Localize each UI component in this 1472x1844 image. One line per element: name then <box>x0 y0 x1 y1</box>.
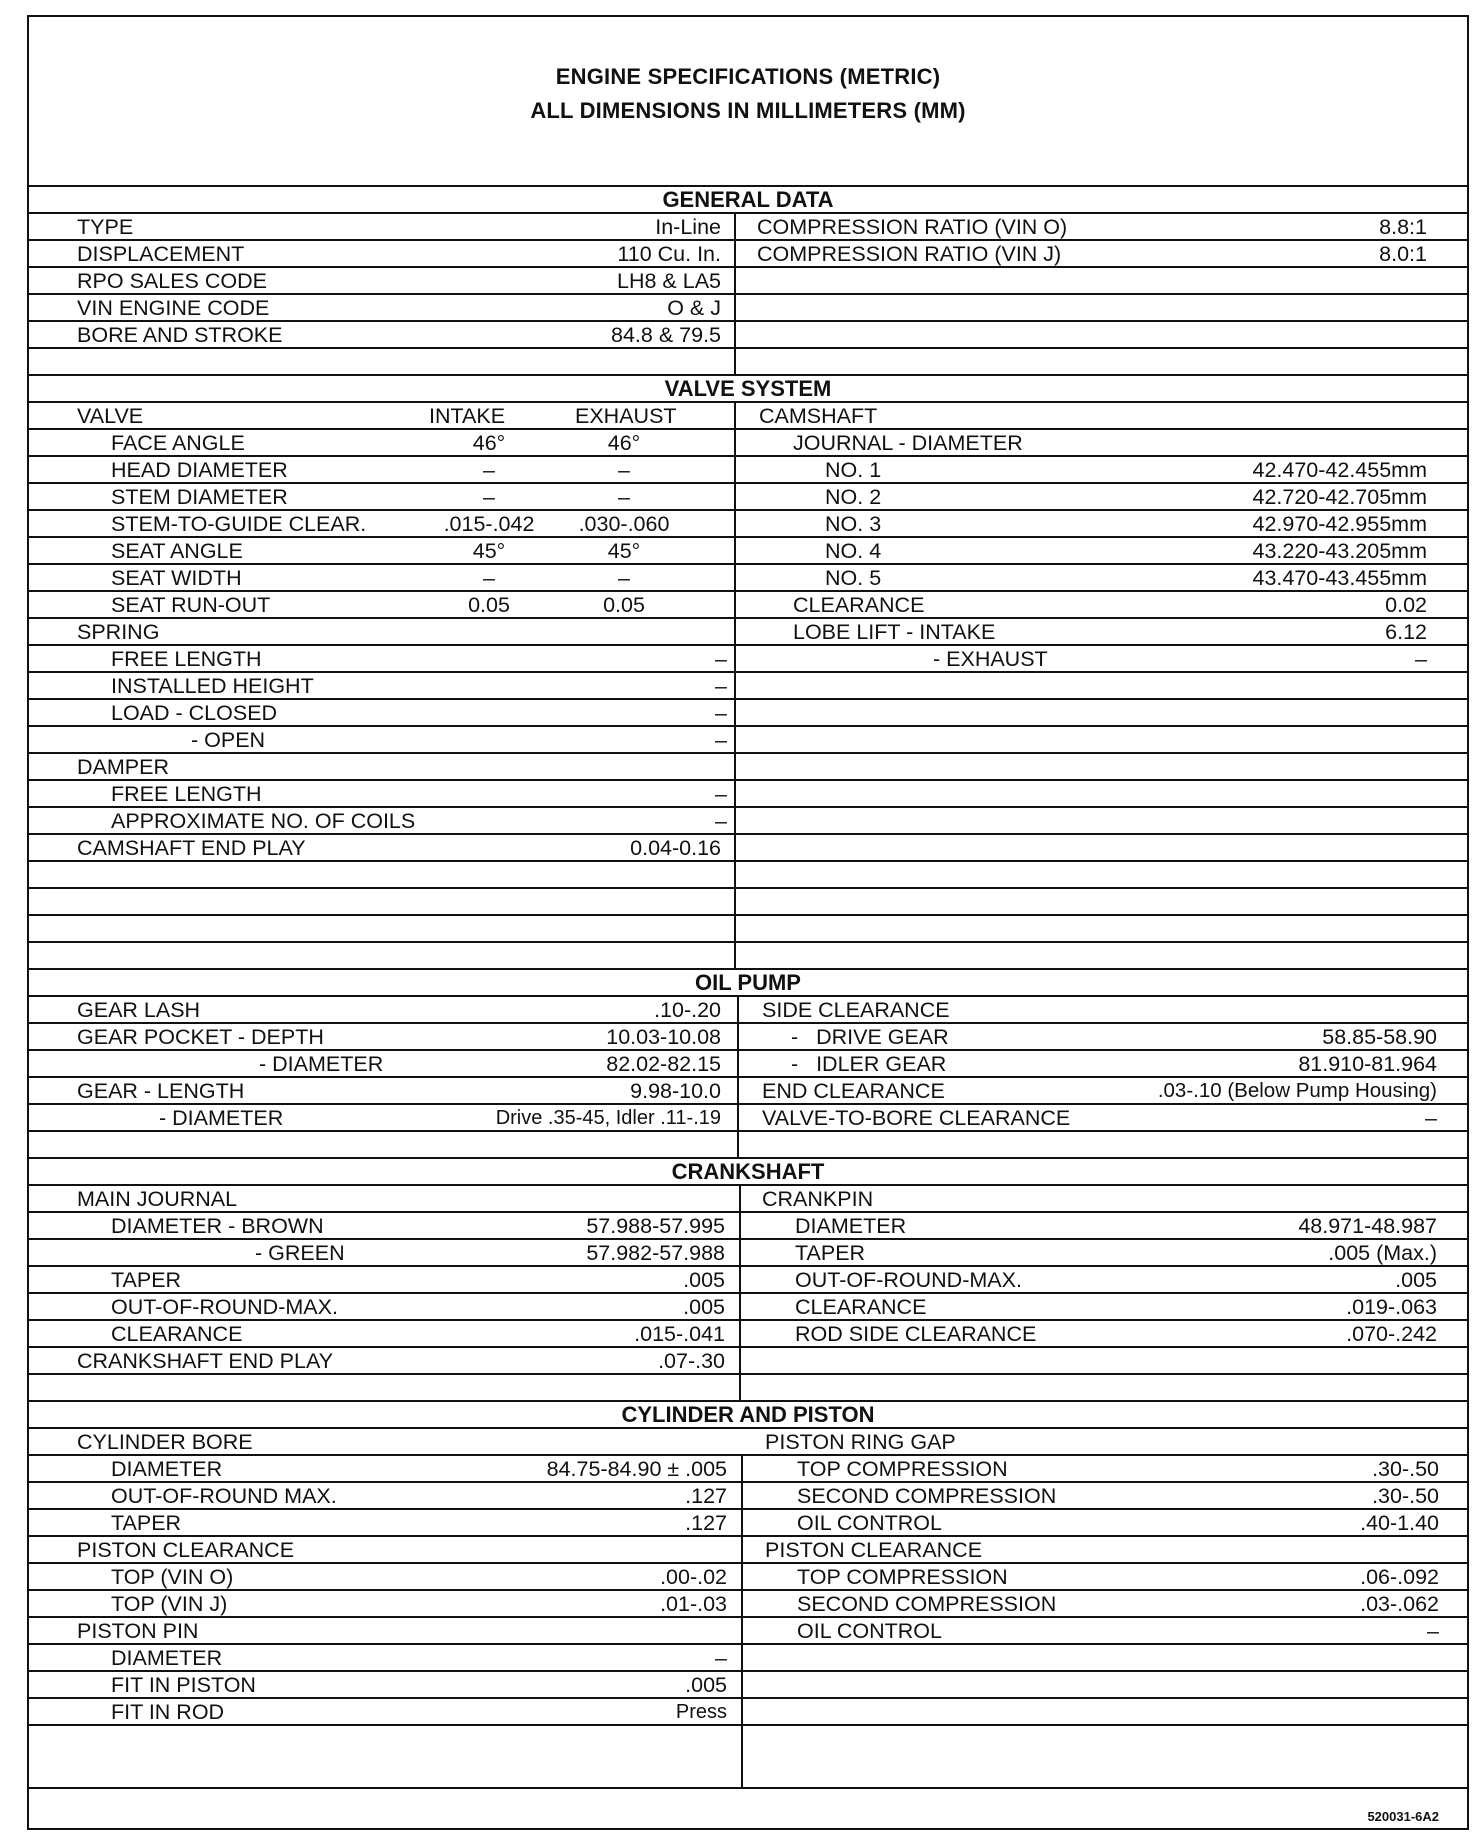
cyl-bore-label: CYLINDER BORE <box>77 1430 253 1454</box>
crank-diameter-brown-value: 57.988-57.995 <box>586 1214 725 1238</box>
crankpin-taper-value: .005 (Max.) <box>1328 1241 1437 1265</box>
cyl-diameter-label: DIAMETER <box>111 1457 223 1481</box>
general-displacement-label: DISPLACEMENT <box>77 242 245 266</box>
journal-no1-label: NO. 1 <box>825 458 882 482</box>
general-rpo-value: LH8 & LA5 <box>617 269 721 293</box>
valve-stem-diameter-label: STEM DIAMETER <box>111 485 288 509</box>
oil-gear-length-value: 9.98-10.0 <box>630 1079 721 1103</box>
crank-clearance-value: .015-.041 <box>634 1322 725 1346</box>
oil-gear-diameter-value: Drive .35-45, Idler .11-.19 <box>495 1107 721 1129</box>
crankpin-oor-value: .005 <box>1395 1268 1437 1292</box>
valve-head-diameter-intake: – <box>483 458 495 482</box>
valve-intake-header: INTAKE <box>429 404 506 428</box>
section-general-data: GENERAL DATA <box>662 187 834 212</box>
ring-oil-control-value: .40-1.40 <box>1360 1511 1439 1535</box>
valve-stem-guide-label: STEM-TO-GUIDE CLEAR. <box>111 512 367 536</box>
crankpin-label: CRANKPIN <box>762 1187 874 1211</box>
camshaft-end-play-value: 0.04-0.16 <box>630 836 721 860</box>
spring-free-length-value: – <box>715 647 727 671</box>
camshaft-end-play-label: CAMSHAFT END PLAY <box>77 836 306 860</box>
lobe-lift-exhaust-value: – <box>1415 647 1427 671</box>
oil-idler-gear-label: - IDLER GEAR <box>791 1052 947 1076</box>
piston-clearance-2-label: PISTON CLEARANCE <box>765 1538 983 1562</box>
valve-stem-diameter-exhaust: – <box>618 485 630 509</box>
general-cr-o-value: 8.8:1 <box>1379 215 1427 239</box>
oil-vtb-clearance-value: – <box>1425 1106 1437 1130</box>
column-divider <box>741 1454 743 1787</box>
damper-coils-value: – <box>715 809 727 833</box>
spring-load-closed-label: LOAD - CLOSED <box>111 701 278 725</box>
camshaft-clearance-value: 0.02 <box>1385 593 1427 617</box>
rule <box>29 1643 1467 1645</box>
crank-end-play-label: CRANKSHAFT END PLAY <box>77 1349 334 1373</box>
general-bore-label: BORE AND STROKE <box>77 323 283 347</box>
piston-pin-diameter-value: – <box>715 1646 727 1670</box>
piston-top-vin-o-value: .00-.02 <box>660 1565 727 1589</box>
valve-face-angle-label: FACE ANGLE <box>111 431 245 455</box>
crank-main-journal-label: MAIN JOURNAL <box>77 1187 238 1211</box>
valve-head-diameter-label: HEAD DIAMETER <box>111 458 288 482</box>
journal-no4-value: 43.220-43.205mm <box>1252 539 1427 563</box>
journal-no2-value: 42.720-42.705mm <box>1252 485 1427 509</box>
rule <box>29 1616 1467 1618</box>
piston-pin-diameter-label: DIAMETER <box>111 1646 223 1670</box>
valve-seat-width-exhaust: – <box>618 566 630 590</box>
ring-oil-control-label: OIL CONTROL <box>797 1511 942 1535</box>
valve-seat-angle-intake: 45° <box>472 539 506 563</box>
oil-pocket-depth-label: GEAR POCKET - DEPTH <box>77 1025 324 1049</box>
spring-installed-height-value: – <box>715 674 727 698</box>
crank-taper-value: .005 <box>683 1268 725 1292</box>
rule <box>29 887 1467 889</box>
oil-end-clearance-label: END CLEARANCE <box>762 1079 945 1103</box>
general-type-value: In-Line <box>655 215 721 239</box>
journal-no1-value: 42.470-42.455mm <box>1252 458 1427 482</box>
title-line-2: ALL DIMENSIONS IN MILLIMETERS (MM) <box>530 98 966 123</box>
oil-drive-gear-label: - DRIVE GEAR <box>791 1025 949 1049</box>
column-divider <box>734 401 736 968</box>
valve-stem-diameter-intake: – <box>483 485 495 509</box>
ring-top-compression-value: .30-.50 <box>1372 1457 1439 1481</box>
damper-free-length-value: – <box>715 782 727 806</box>
cyl-diameter-value: 84.75-84.90 ± .005 <box>546 1457 727 1481</box>
general-cr-o-label: COMPRESSION RATIO (VIN O) <box>757 215 1068 239</box>
general-rpo-label: RPO SALES CODE <box>77 269 267 293</box>
valve-seat-angle-label: SEAT ANGLE <box>111 539 243 563</box>
damper-coils-label: APPROXIMATE NO. OF COILS <box>111 809 416 833</box>
cyl-oor-value: .127 <box>685 1484 727 1508</box>
fit-in-rod-value: Press <box>675 1701 727 1723</box>
oil-gear-length-label: GEAR - LENGTH <box>77 1079 245 1103</box>
oil-idler-gear-value: 81.910-81.964 <box>1298 1052 1437 1076</box>
crank-clearance-label: CLEARANCE <box>111 1322 243 1346</box>
oil-gear-lash-label: GEAR LASH <box>77 998 201 1022</box>
crank-diameter-green-label: - GREEN <box>255 1241 345 1265</box>
oil-vtb-clearance-label: VALVE-TO-BORE CLEARANCE <box>762 1106 1071 1130</box>
section-oil-pump: OIL PUMP <box>695 970 801 995</box>
section-valve-system: VALVE SYSTEM <box>664 376 832 401</box>
oil-drive-gear-value: 58.85-58.90 <box>1322 1025 1437 1049</box>
damper-free-length-label: FREE LENGTH <box>111 782 262 806</box>
rule <box>29 941 1467 943</box>
lobe-lift-intake-label: LOBE LIFT - INTAKE <box>793 620 996 644</box>
section-cylinder-piston: CYLINDER AND PISTON <box>621 1402 875 1427</box>
valve-header: VALVE <box>77 404 144 428</box>
crankpin-clearance-label: CLEARANCE <box>795 1295 927 1319</box>
journal-no5-label: NO. 5 <box>825 566 882 590</box>
oil-pocket-depth-value: 10.03-10.08 <box>606 1025 721 1049</box>
crank-diameter-green-value: 57.982-57.988 <box>586 1241 725 1265</box>
rule <box>29 1589 1467 1591</box>
fit-in-piston-label: FIT IN PISTON <box>111 1673 256 1697</box>
spring-load-open-label: - OPEN <box>191 728 266 752</box>
rule <box>29 563 1467 565</box>
valve-seat-angle-exhaust: 45° <box>607 539 641 563</box>
general-cr-j-value: 8.0:1 <box>1379 242 1427 266</box>
crankpin-diameter-label: DIAMETER <box>795 1214 907 1238</box>
lobe-lift-intake-value: 6.12 <box>1385 620 1427 644</box>
valve-seat-width-label: SEAT WIDTH <box>111 566 242 590</box>
crankpin-oor-label: OUT-OF-ROUND-MAX. <box>795 1268 1022 1292</box>
valve-head-diameter-exhaust: – <box>618 458 630 482</box>
cyl-oor-label: OUT-OF-ROUND MAX. <box>111 1484 337 1508</box>
general-displacement-value: 110 Cu. In. <box>617 242 721 266</box>
pc-oil-control-value: – <box>1427 1619 1439 1643</box>
camshaft-label: CAMSHAFT <box>759 404 878 428</box>
spring-installed-height-label: INSTALLED HEIGHT <box>111 674 314 698</box>
camshaft-clearance-label: CLEARANCE <box>793 593 925 617</box>
fit-in-rod-label: FIT IN ROD <box>111 1700 225 1724</box>
crank-end-play-value: .07-.30 <box>658 1349 725 1373</box>
journal-diameter-label: JOURNAL - DIAMETER <box>793 431 1023 455</box>
crankpin-clearance-value: .019-.063 <box>1346 1295 1437 1319</box>
pc-second-compression-label: SECOND COMPRESSION <box>797 1592 1057 1616</box>
damper-label: DAMPER <box>77 755 169 779</box>
column-divider <box>739 1184 741 1400</box>
rule <box>29 1724 1467 1726</box>
title-line-1: ENGINE SPECIFICATIONS (METRIC) <box>555 64 941 89</box>
valve-seat-runout-exhaust: 0.05 <box>603 593 645 617</box>
rod-side-clearance-label: ROD SIDE CLEARANCE <box>795 1322 1037 1346</box>
oil-gear-lash-value: .10-.20 <box>654 998 721 1022</box>
piston-clearance-label: PISTON CLEARANCE <box>77 1538 295 1562</box>
spring-free-length-label: FREE LENGTH <box>111 647 262 671</box>
piston-ring-gap-label: PISTON RING GAP <box>765 1430 956 1454</box>
oil-pocket-diameter-label: - DIAMETER <box>259 1052 384 1076</box>
section-crankshaft: CRANKSHAFT <box>671 1159 825 1184</box>
piston-top-vin-j-value: .01-.03 <box>660 1592 727 1616</box>
spring-load-open-value: – <box>715 728 727 752</box>
valve-stem-guide-intake: .015-.042 <box>443 512 535 536</box>
pc-oil-control-label: OIL CONTROL <box>797 1619 942 1643</box>
valve-stem-guide-exhaust: .030-.060 <box>578 512 670 536</box>
ring-second-compression-label: SECOND COMPRESSION <box>797 1484 1057 1508</box>
journal-no5-value: 43.470-43.455mm <box>1252 566 1427 590</box>
journal-no4-label: NO. 4 <box>825 539 882 563</box>
rule <box>29 239 1467 241</box>
rule <box>29 1265 1467 1267</box>
page-title <box>29 60 1467 128</box>
oil-pocket-diameter-value: 82.02-82.15 <box>606 1052 721 1076</box>
ring-top-compression-label: TOP COMPRESSION <box>797 1457 1008 1481</box>
crank-oor-label: OUT-OF-ROUND-MAX. <box>111 1295 338 1319</box>
spec-sheet <box>27 15 1469 1830</box>
general-vin-value: O & J <box>667 296 721 320</box>
journal-no3-label: NO. 3 <box>825 512 882 536</box>
journal-no3-value: 42.970-42.955mm <box>1252 512 1427 536</box>
lobe-lift-exhaust-label: - EXHAUST <box>933 647 1048 671</box>
pc-top-compression-label: TOP COMPRESSION <box>797 1565 1008 1589</box>
general-bore-value: 84.8 & 79.5 <box>611 323 721 347</box>
valve-face-angle-intake: 46° <box>472 431 506 455</box>
crankpin-taper-label: TAPER <box>795 1241 866 1265</box>
general-vin-label: VIN ENGINE CODE <box>77 296 270 320</box>
pc-second-compression-value: .03-.062 <box>1360 1592 1439 1616</box>
spring-load-closed-value: – <box>715 701 727 725</box>
rule <box>29 1787 1467 1789</box>
spring-label: SPRING <box>77 620 160 644</box>
valve-face-angle-exhaust: 46° <box>607 431 641 455</box>
column-divider <box>734 212 736 374</box>
journal-no2-label: NO. 2 <box>825 485 882 509</box>
crank-taper-label: TAPER <box>111 1268 182 1292</box>
general-cr-j-label: COMPRESSION RATIO (VIN J) <box>757 242 1062 266</box>
document-code: 520031-6A2 <box>1367 1809 1439 1824</box>
oil-side-clearance-label: SIDE CLEARANCE <box>762 998 950 1022</box>
valve-seat-runout-intake: 0.05 <box>468 593 510 617</box>
crank-oor-value: .005 <box>683 1295 725 1319</box>
valve-seat-width-intake: – <box>483 566 495 590</box>
valve-exhaust-header: EXHAUST <box>575 404 677 428</box>
piston-pin-label: PISTON PIN <box>77 1619 199 1643</box>
cyl-taper-value: .127 <box>685 1511 727 1535</box>
pc-top-compression-value: .06-.092 <box>1360 1565 1439 1589</box>
crankpin-diameter-value: 48.971-48.987 <box>1298 1214 1437 1238</box>
ring-second-compression-value: .30-.50 <box>1372 1484 1439 1508</box>
oil-end-clearance-value: .03-.10 (Below Pump Housing) <box>1157 1079 1437 1102</box>
rod-side-clearance-value: .070-.242 <box>1346 1322 1437 1346</box>
crank-diameter-brown-label: DIAMETER - BROWN <box>111 1214 324 1238</box>
column-divider <box>737 995 739 1157</box>
oil-gear-diameter-label: - DIAMETER <box>159 1106 284 1130</box>
piston-top-vin-o-label: TOP (VIN O) <box>111 1565 234 1589</box>
rule <box>29 914 1467 916</box>
fit-in-piston-value: .005 <box>685 1673 727 1697</box>
cyl-taper-label: TAPER <box>111 1511 182 1535</box>
general-type-label: TYPE <box>77 215 134 239</box>
valve-seat-runout-label: SEAT RUN-OUT <box>111 593 271 617</box>
piston-top-vin-j-label: TOP (VIN J) <box>111 1592 228 1616</box>
